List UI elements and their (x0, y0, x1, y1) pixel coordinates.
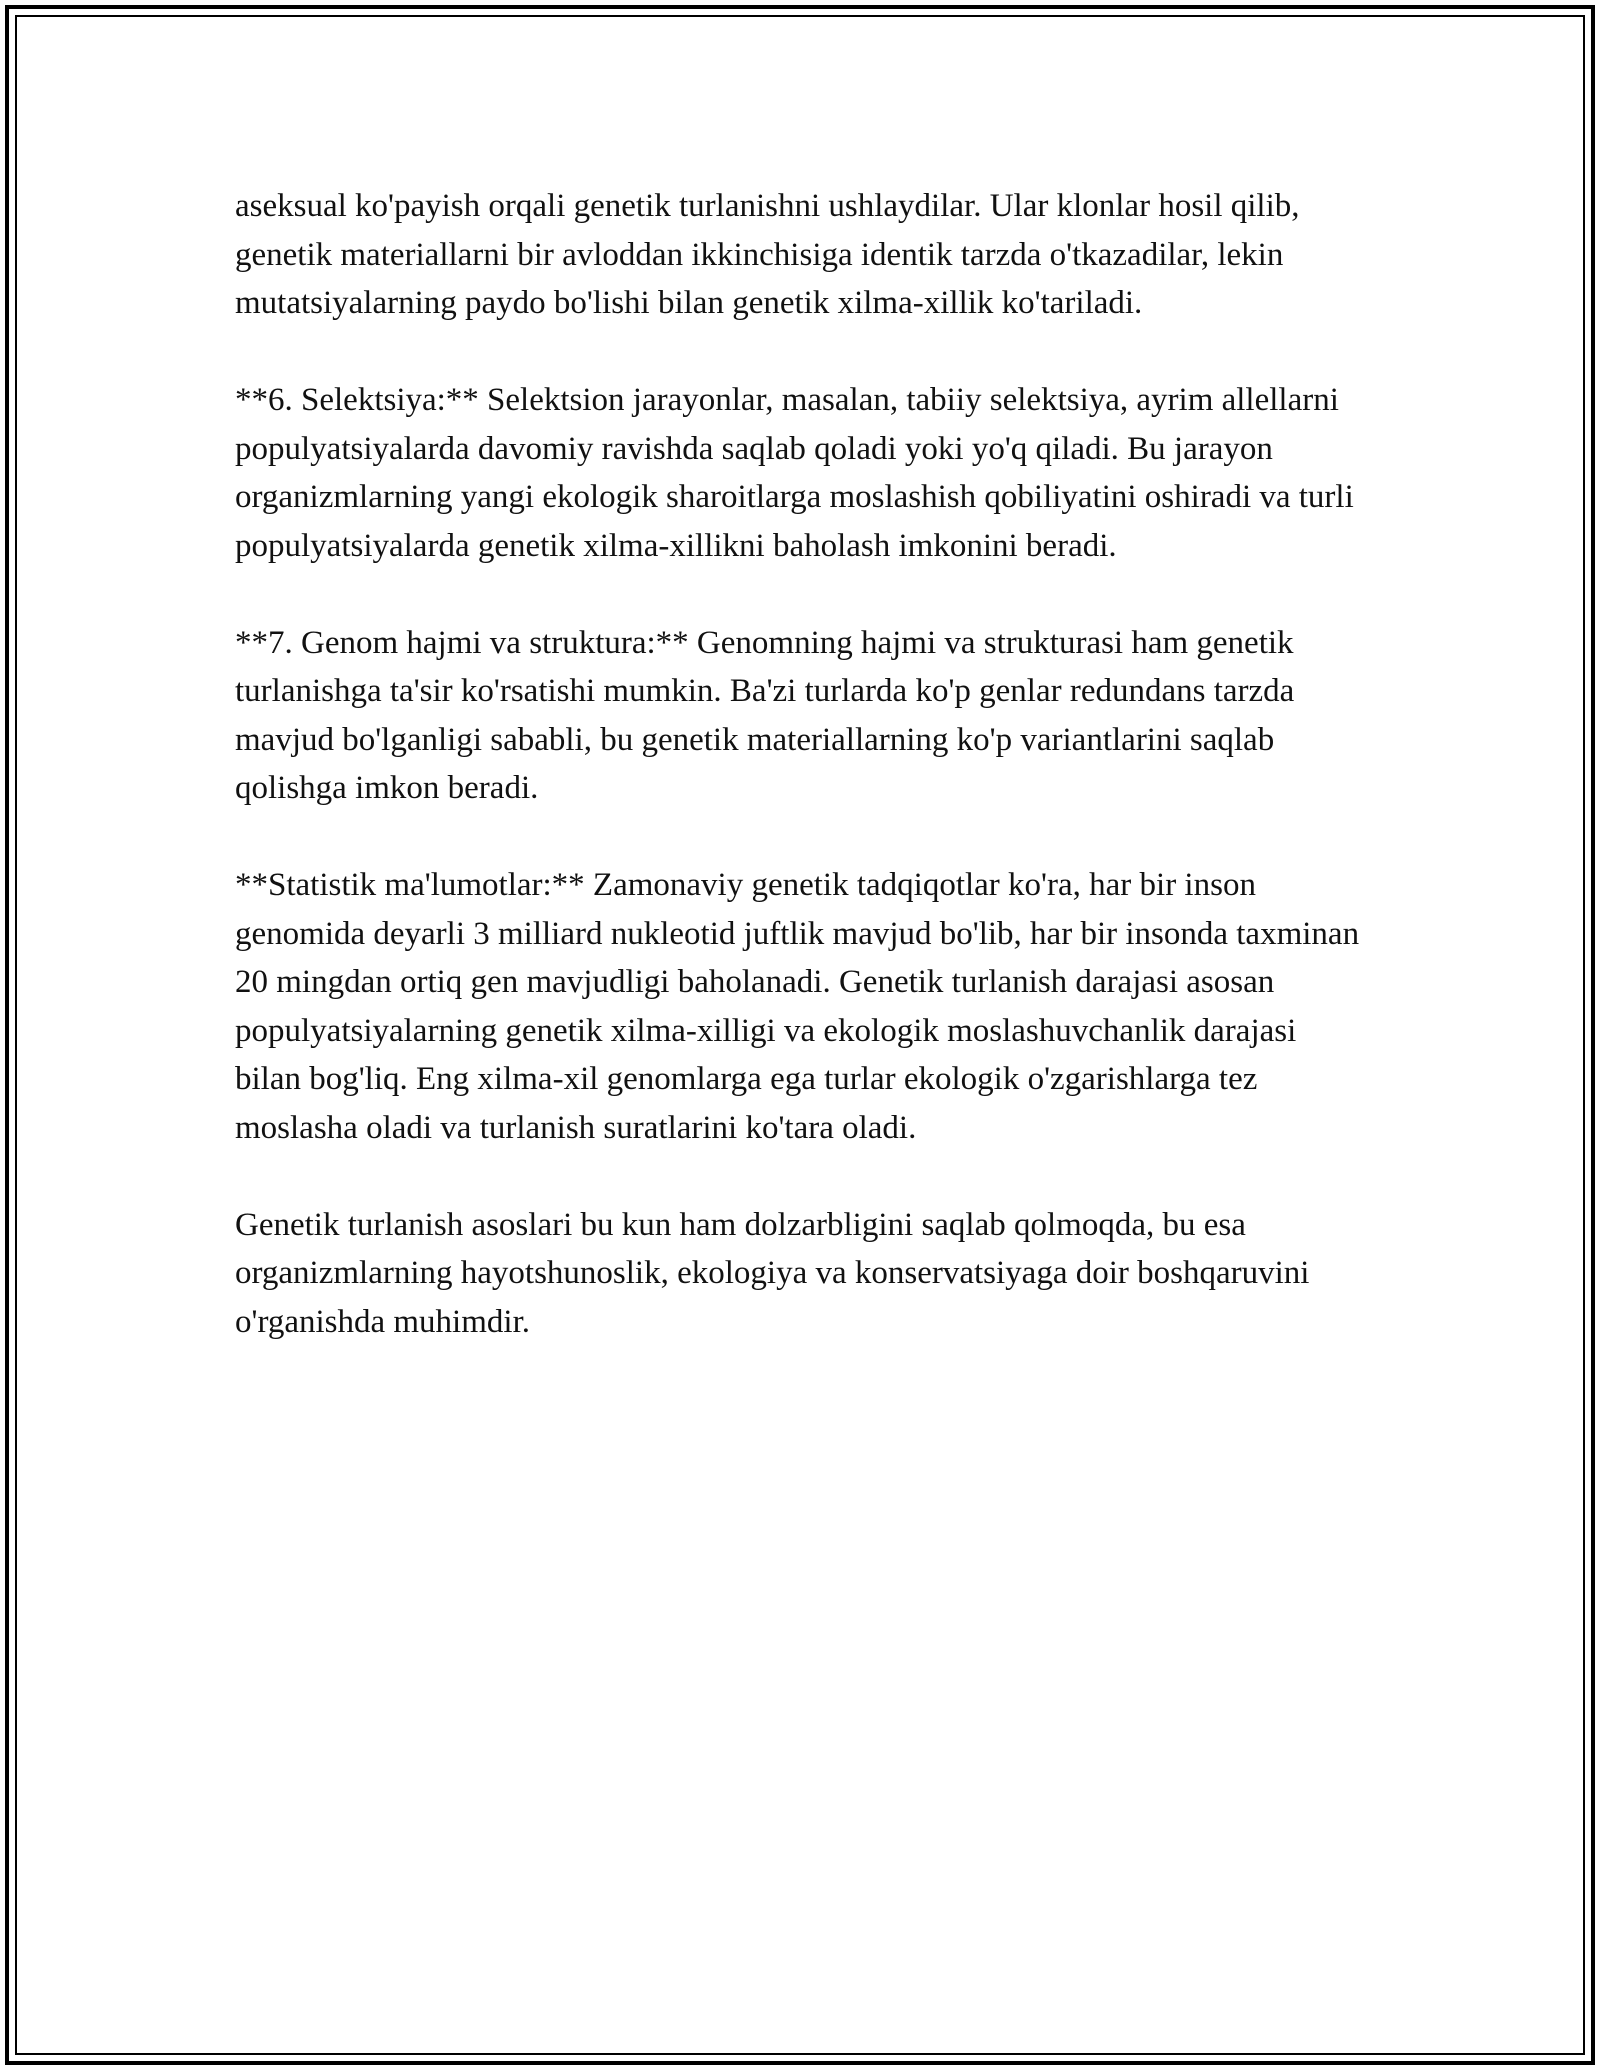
paragraph-selection: **6. Selektsiya:** Selektsion jarayonlar, masalan, tabiiy selektsiya, ayrim allellarni populyatsiyalarda davomiy ravishda saqlab qoladi yoki yo'q qiladi. Bu jarayon organizmlarning yangi ekologik sharoitlarga moslashish qobiliyatini oshiradi va turli populyatsiyalarda genetik xilma-xillikni baholash imkonini beradi. (235, 382, 1354, 564)
paragraph-genome-size-structure: **7. Genom hajmi va struktura:** Genomning hajmi va strukturasi ham genetik turlanishga ta'sir ko'rsatishi mumkin. Ba'zi turlarda ko'p genlar redundans tarzda mavjud bo'lganligi sababli, bu genetik materiallarning ko'p variantlarini saqlab qolishga imkon beradi. (235, 624, 1295, 806)
paragraph-statistics: **Statistik ma'lumotlar:** Zamonaviy genetik tadqiqotlar ko'ra, har bir inson genomida deyarli 3 milliard nukleotid juftlik mavjud bo'lib, har bir insonda taxminan 20 mingdan ortiq gen mavjudligi baholanadi. Genetik turlanish darajasi asosan populyatsiyalarning genetik xilma-xilligi va ekologik moslashuvchanlik darajasi bilan bog'liq. Eng xilma-xil genomlarga ega turlar ekologik o'zgarishlarga tez moslasha oladi va turlanish suratlarini ko'tara oladi. (235, 867, 1360, 1146)
paragraph-asexual-reproduction: aseksual ko'payish orqali genetik turlanishni ushlaydilar. Ular klonlar hosil qilib, genetik materiallarni bir avloddan ikkinchisiga identik tarzda o'tkazadilar, lekin mutatsiyalarning paydo bo'lishi bilan genetik xilma-xillik ko'tariladi. (235, 188, 1300, 321)
paragraph-conclusion: Genetik turlanish asoslari bu kun ham dolzarbligini saqlab qolmoqda, bu esa organizmlarning hayotshunoslik, ekologiya va konservatsiyaga doir boshqaruvini o'rganishda muhimdir. (235, 1206, 1310, 1340)
document-body (235, 182, 1365, 1395)
